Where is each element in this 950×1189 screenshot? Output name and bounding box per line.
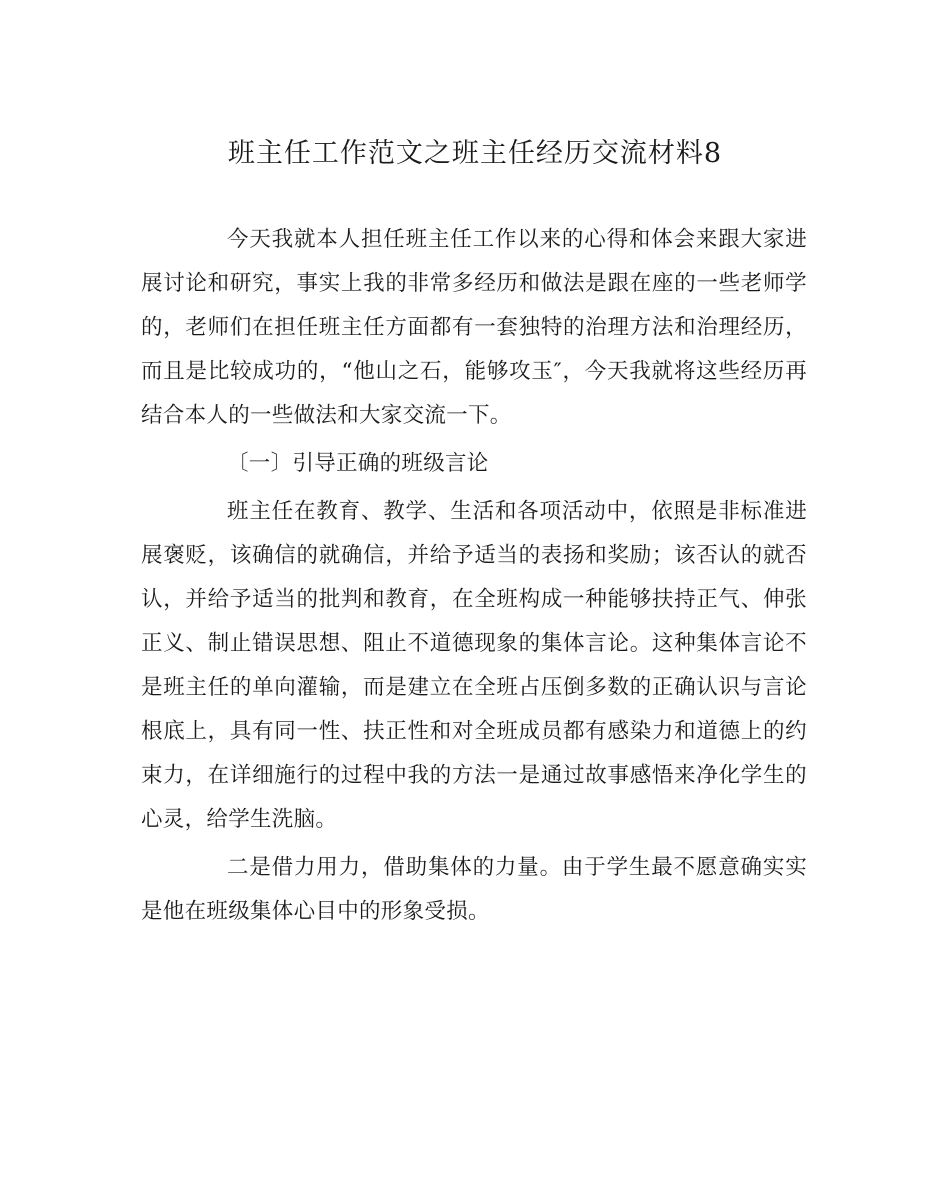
section-heading-1: 〔一〕引导正确的班级言论 [227,451,489,476]
paragraph-class-opinion: 班主任在教育、教学、生活和各项活动中，依照是非标准进展褒贬，该确信的就确信，并给予适当的表扬和奖励；该否认的就否认，并给予适当的批判和教育，在全班构成一种能够扶持正气、伸张正义、制止错误思想、阻止不道德现象的集体言论。这种集体言论不是班主任的单向灌输，而是建立在全班占压倒多数的正确认识与言论根底上，具有同一性、扶正性和对全班成员都有感染力和道德上的约束力，在详细施行的过程中我的方法一是通过故事感悟来净化学生的心灵，给学生洗脑。 [141,499,807,832]
paragraph-collective-force: 二是借力用力，借助集体的力量。由于学生最不愿意确实实是他在班级集体心目中的形象受损。 [141,855,807,924]
paragraph-intro: 今天我就本人担任班主任工作以来的心得和体会来跟大家进展讨论和研究，事实上我的非常多经历和做法是跟在座的一些老师学的，老师们在担任班主任方面都有一套独特的治理方法和治理经历，而且是比较成功的，“他山之石，能够攻玉″，今天我就将这些经历再结合本人的一些做法和大家交流一下。 [141,227,807,428]
document-title: 班主任工作范文之班主任经历交流材料8 [227,138,723,169]
document-body [141,218,807,934]
